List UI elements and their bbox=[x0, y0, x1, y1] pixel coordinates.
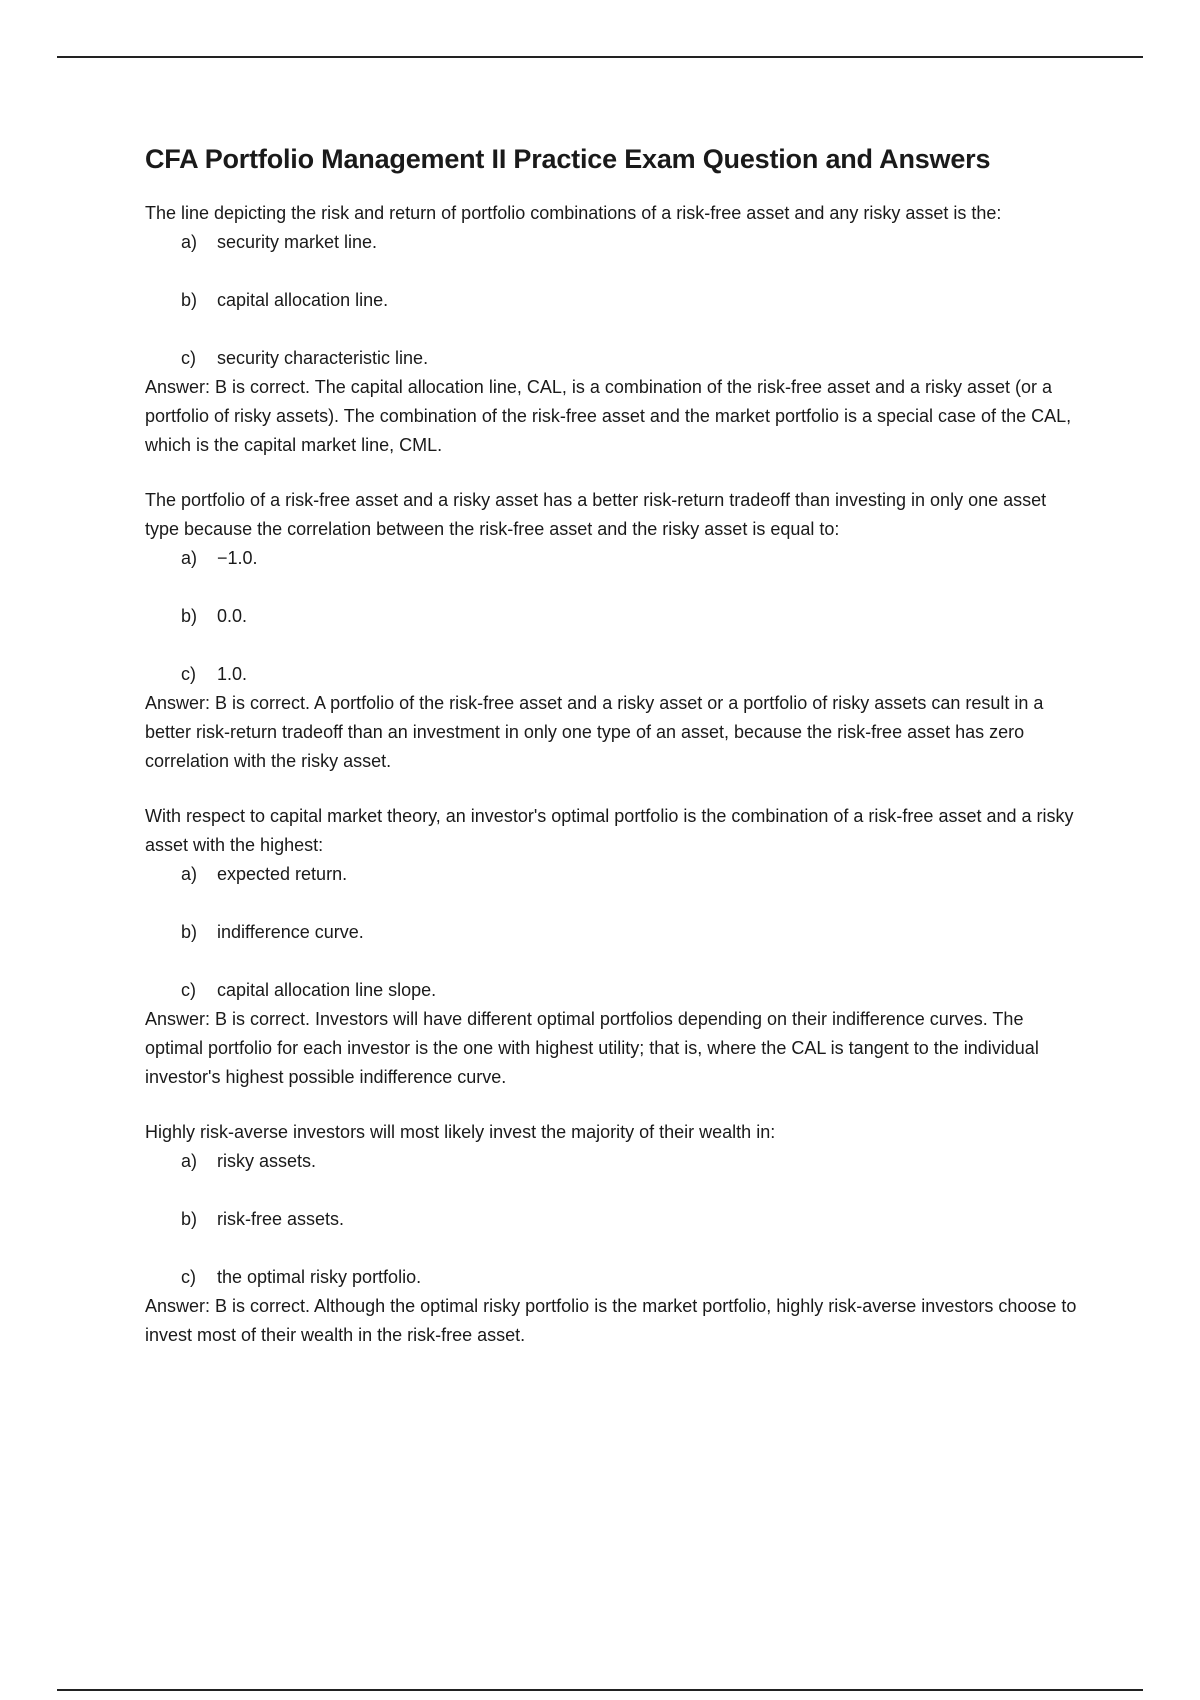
option-letter: c) bbox=[181, 348, 196, 369]
option-text: risky assets. bbox=[217, 1151, 317, 1172]
option-text: 0.0. bbox=[217, 606, 248, 627]
option-letter: a) bbox=[181, 1151, 198, 1172]
option-text: capital allocation line. bbox=[217, 290, 389, 311]
answer-text: Answer: B is correct. The capital allocation line, CAL, is a combination of the risk-free asset and a risky asset (or a portfolio of risky assets). The combination of the risk-free asset and the market portfolio is a special case of the CAL, which is the capital market line, CML. bbox=[145, 377, 1072, 456]
option-text: expected return. bbox=[217, 864, 348, 885]
option-letter: a) bbox=[181, 232, 198, 253]
option-list bbox=[145, 544, 1085, 689]
option-a bbox=[181, 860, 1085, 889]
option-a bbox=[181, 228, 1085, 257]
option-text: −1.0. bbox=[217, 548, 258, 569]
option-letter: c) bbox=[181, 664, 196, 685]
answer-text: Answer: B is correct. Investors will have different optimal portfolios depending on their indifference curves. The optimal portfolio for each investor is the one with highest utility; that is, where the CAL is tangent to the individual investor's highest possible indifference curve. bbox=[145, 1009, 1039, 1088]
question-stem: With respect to capital market theory, an investor's optimal portfolio is the combination of a risk-free asset and a risky asset with the highest: bbox=[145, 806, 1074, 856]
option-letter: b) bbox=[181, 606, 198, 627]
question-3 bbox=[145, 802, 1085, 1092]
question-stem: The line depicting the risk and return of portfolio combinations of a risk-free asset and any risky asset is the: bbox=[145, 203, 1002, 224]
question-2 bbox=[145, 486, 1085, 776]
option-text: indifference curve. bbox=[217, 922, 364, 943]
option-list bbox=[145, 1147, 1085, 1292]
question-stem: The portfolio of a risk-free asset and a risky asset has a better risk-return tradeoff than investing in only one asset type because the correlation between the risk-free asset and the risky asset is equal to: bbox=[145, 490, 1047, 540]
question-1 bbox=[145, 199, 1085, 460]
option-b bbox=[181, 286, 1085, 315]
option-letter: c) bbox=[181, 1267, 196, 1288]
option-b bbox=[181, 602, 1085, 631]
option-text: capital allocation line slope. bbox=[217, 980, 437, 1001]
answer-text: Answer: B is correct. Although the optimal risky portfolio is the market portfolio, highly risk-averse investors choose to invest most of their wealth in the risk-free asset. bbox=[145, 1296, 1077, 1346]
option-list bbox=[145, 860, 1085, 1005]
top-divider bbox=[57, 56, 1143, 58]
option-text: security characteristic line. bbox=[217, 348, 429, 369]
bottom-divider bbox=[57, 1689, 1143, 1691]
option-text: the optimal risky portfolio. bbox=[217, 1267, 422, 1288]
option-text: risk-free assets. bbox=[217, 1209, 345, 1230]
option-letter: b) bbox=[181, 290, 198, 311]
option-a bbox=[181, 544, 1085, 573]
option-c bbox=[181, 1263, 1085, 1292]
option-c bbox=[181, 344, 1085, 373]
option-letter: c) bbox=[181, 980, 196, 1001]
option-c bbox=[181, 660, 1085, 689]
page-title: CFA Portfolio Management II Practice Exam Question and Answers bbox=[145, 144, 991, 174]
option-list bbox=[145, 228, 1085, 373]
option-b bbox=[181, 1205, 1085, 1234]
answer-text: Answer: B is correct. A portfolio of the risk-free asset and a risky asset or a portfolio of risky assets can result in a better risk-return tradeoff than an investment in only one type of an asset, because the risk-free asset has zero correlation with the risky asset. bbox=[145, 693, 1044, 772]
option-a bbox=[181, 1147, 1085, 1176]
question-4 bbox=[145, 1118, 1085, 1350]
option-letter: b) bbox=[181, 1209, 198, 1230]
option-text: 1.0. bbox=[217, 664, 248, 685]
option-text: security market line. bbox=[217, 232, 378, 253]
document-body bbox=[145, 142, 1085, 1376]
question-stem: Highly risk-averse investors will most likely invest the majority of their wealth in: bbox=[145, 1122, 776, 1143]
option-b bbox=[181, 918, 1085, 947]
option-letter: a) bbox=[181, 548, 198, 569]
option-letter: a) bbox=[181, 864, 198, 885]
option-c bbox=[181, 976, 1085, 1005]
option-letter: b) bbox=[181, 922, 198, 943]
